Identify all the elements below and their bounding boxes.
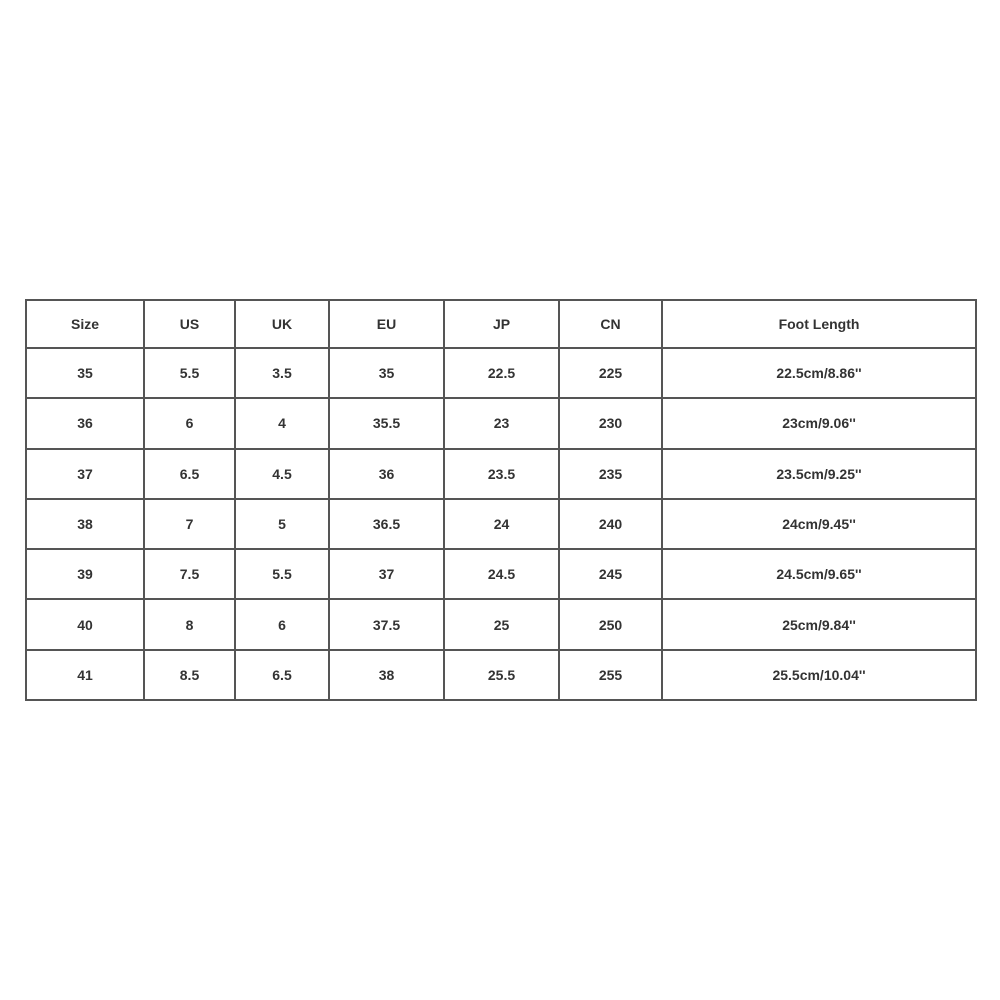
table-row xyxy=(26,650,976,700)
cell-size: 41 xyxy=(26,650,144,700)
cell-foot-length: 22.5cm/8.86'' xyxy=(662,348,976,398)
cell-eu: 37.5 xyxy=(329,599,444,649)
cell-jp: 24.5 xyxy=(444,549,559,599)
cell-uk: 4.5 xyxy=(235,449,329,499)
cell-jp: 23 xyxy=(444,398,559,448)
cell-cn: 245 xyxy=(559,549,662,599)
cell-uk: 6.5 xyxy=(235,650,329,700)
cell-cn: 225 xyxy=(559,348,662,398)
cell-us: 8 xyxy=(144,599,235,649)
cell-jp: 23.5 xyxy=(444,449,559,499)
cell-foot-length: 25.5cm/10.04'' xyxy=(662,650,976,700)
table-row xyxy=(26,549,976,599)
cell-us: 5.5 xyxy=(144,348,235,398)
cell-jp: 25 xyxy=(444,599,559,649)
table-row xyxy=(26,499,976,549)
cell-cn: 235 xyxy=(559,449,662,499)
cell-jp: 22.5 xyxy=(444,348,559,398)
cell-cn: 240 xyxy=(559,499,662,549)
cell-size: 35 xyxy=(26,348,144,398)
header-row xyxy=(26,300,976,348)
header-eu: EU xyxy=(329,300,444,348)
cell-eu: 36.5 xyxy=(329,499,444,549)
cell-eu: 35 xyxy=(329,348,444,398)
table-row xyxy=(26,398,976,448)
cell-jp: 25.5 xyxy=(444,650,559,700)
cell-uk: 5 xyxy=(235,499,329,549)
cell-size: 37 xyxy=(26,449,144,499)
cell-size: 39 xyxy=(26,549,144,599)
cell-size: 40 xyxy=(26,599,144,649)
cell-cn: 250 xyxy=(559,599,662,649)
table-row xyxy=(26,449,976,499)
cell-uk: 5.5 xyxy=(235,549,329,599)
cell-foot-length: 23.5cm/9.25'' xyxy=(662,449,976,499)
table-row xyxy=(26,599,976,649)
cell-us: 7.5 xyxy=(144,549,235,599)
cell-cn: 255 xyxy=(559,650,662,700)
cell-uk: 4 xyxy=(235,398,329,448)
cell-size: 36 xyxy=(26,398,144,448)
cell-uk: 6 xyxy=(235,599,329,649)
cell-eu: 37 xyxy=(329,549,444,599)
header-jp: JP xyxy=(444,300,559,348)
cell-foot-length: 24cm/9.45'' xyxy=(662,499,976,549)
header-foot-length: Foot Length xyxy=(662,300,976,348)
size-chart-table xyxy=(25,299,977,701)
cell-foot-length: 25cm/9.84'' xyxy=(662,599,976,649)
cell-eu: 38 xyxy=(329,650,444,700)
cell-us: 7 xyxy=(144,499,235,549)
header-size: Size xyxy=(26,300,144,348)
cell-foot-length: 23cm/9.06'' xyxy=(662,398,976,448)
header-uk: UK xyxy=(235,300,329,348)
cell-us: 8.5 xyxy=(144,650,235,700)
table-row xyxy=(26,348,976,398)
cell-cn: 230 xyxy=(559,398,662,448)
cell-eu: 35.5 xyxy=(329,398,444,448)
cell-jp: 24 xyxy=(444,499,559,549)
cell-size: 38 xyxy=(26,499,144,549)
cell-eu: 36 xyxy=(329,449,444,499)
cell-us: 6.5 xyxy=(144,449,235,499)
header-cn: CN xyxy=(559,300,662,348)
header-us: US xyxy=(144,300,235,348)
cell-foot-length: 24.5cm/9.65'' xyxy=(662,549,976,599)
cell-uk: 3.5 xyxy=(235,348,329,398)
cell-us: 6 xyxy=(144,398,235,448)
